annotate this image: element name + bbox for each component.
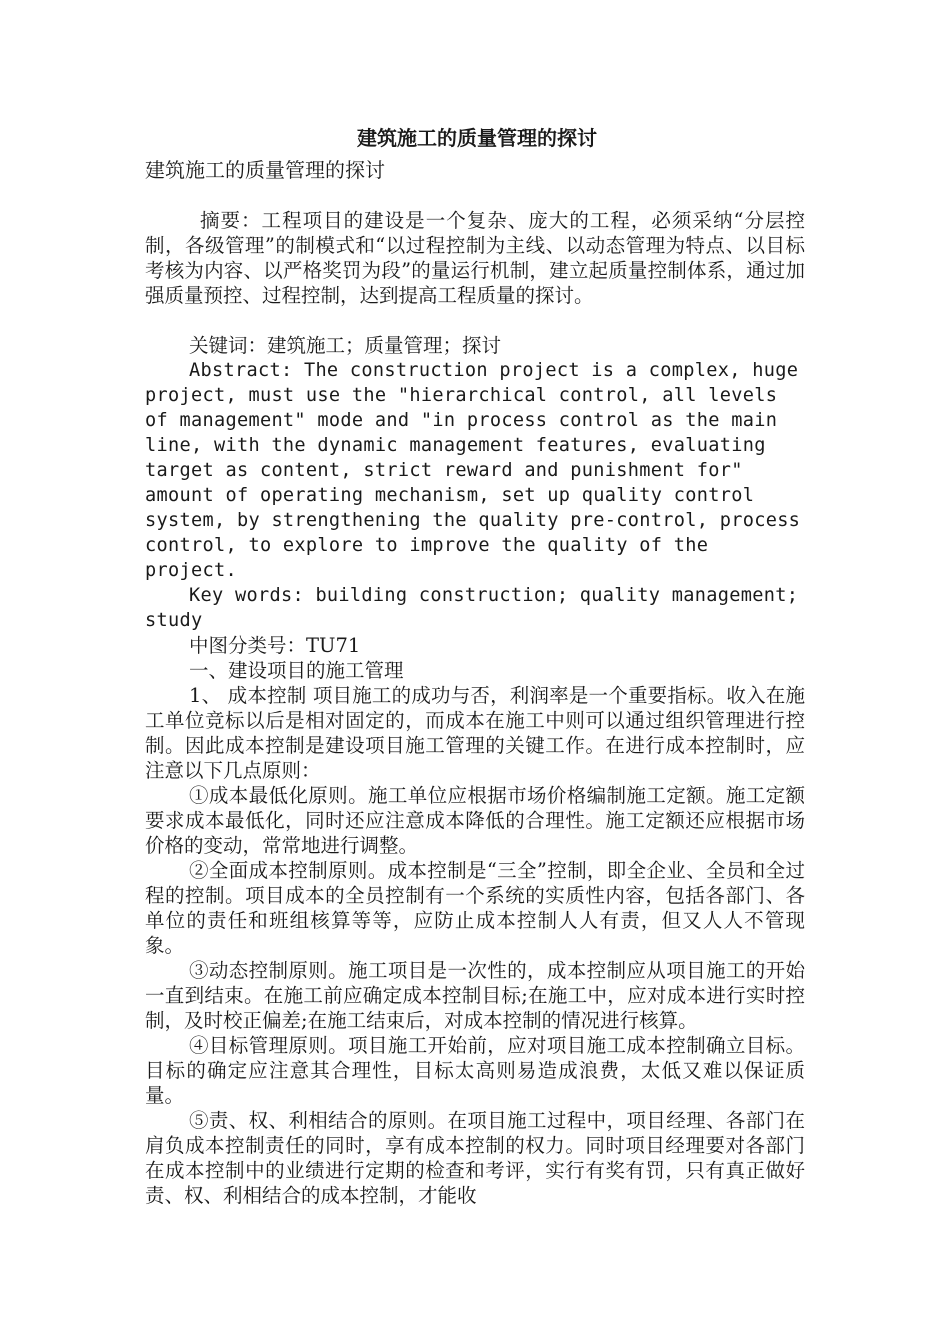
abstract-en: Abstract: The construction project is a complex, huge project, must use the "hierarchical control, all levels of management" mode and "in process control as the main line, with the dynamic management features, evaluating target as content, strict reward and punishment for" amount of operating mechanism, set up quality control system, by strengthening the quality pre-control, process control, to explore to improve the quality of the project. xyxy=(145,360,801,581)
section-heading: 一、建设项目的施工管理 xyxy=(189,659,404,682)
principle-2: ②全面成本控制原则。成本控制是“三全”控制，即全企业、全员和全过程的控制。项目成本的全员控制有一个系统的实质性内容，包括各部门、各单位的责任和班组核算等等，应防止成本控制人人有责，但又人人不管现象。 xyxy=(145,859,805,957)
document-subtitle: 建筑施工的质量管理的探讨 xyxy=(145,158,385,182)
principle-4: ④目标管理原则。项目施工开始前，应对项目施工成本控制确立目标。目标的确定应注意其合理性，目标太高则易造成浪费，太低又难以保证质量。 xyxy=(145,1034,805,1107)
abstract-cn: 摘要：工程项目的建设是一个复杂、庞大的工程，必须采纳“分层控制，各级管理”的制模式和“以过程控制为主线、以动态管理为特点、以目标考核为内容、以严格奖罚为段”的量运行机制，建立起质量控制体系，通过加强质量预控、过程控制，达到提高工程质量的探讨。 xyxy=(145,209,805,307)
document-title: 建筑施工的质量管理的探讨 xyxy=(357,126,597,150)
keywords-en: Key words: building construction; quality management; study xyxy=(145,585,799,631)
classification-number: 中图分类号：TU71 xyxy=(189,634,361,657)
principle-5: ⑤责、权、利相结合的原则。在项目施工过程中，项目经理、各部门在肩负成本控制责任的同时，享有成本控制的权力。同时项目经理要对各部门在成本控制中的业绩进行定期的检查和考评，实行有奖有罚，只有真正做好责、权、利相结合的成本控制，才能收 xyxy=(145,1109,805,1207)
principle-3: ③动态控制原则。施工项目是一次性的，成本控制应从项目施工的开始一直到结束。在施工前应确定成本控制目标;在施工中，应对成本进行实时控制，及时校正偏差;在施工结束后，对成本控制的情况进行核算。 xyxy=(145,959,805,1032)
paragraph-cost-control: 1、 成本控制 项目施工的成功与否，利润率是一个重要指标。收入在施工单位竞标以后是相对固定的，而成本在施工中则可以通过组织管理进行控制。因此成本控制是建设项目施工管理的关键工作。在进行成本控制时，应注意以下几点原则： xyxy=(145,684,805,782)
blank-line xyxy=(145,308,805,333)
document-page xyxy=(145,118,805,1208)
blank-line xyxy=(145,183,805,208)
principle-1: ①成本最低化原则。施工单位应根据市场价格编制施工定额。施工定额要求成本最低化，同时还应注意成本降低的合理性。施工定额还应根据市场价格的变动，常常地进行调整。 xyxy=(145,784,805,857)
keywords-cn: 关键词：建筑施工；质量管理；探讨 xyxy=(189,334,502,357)
